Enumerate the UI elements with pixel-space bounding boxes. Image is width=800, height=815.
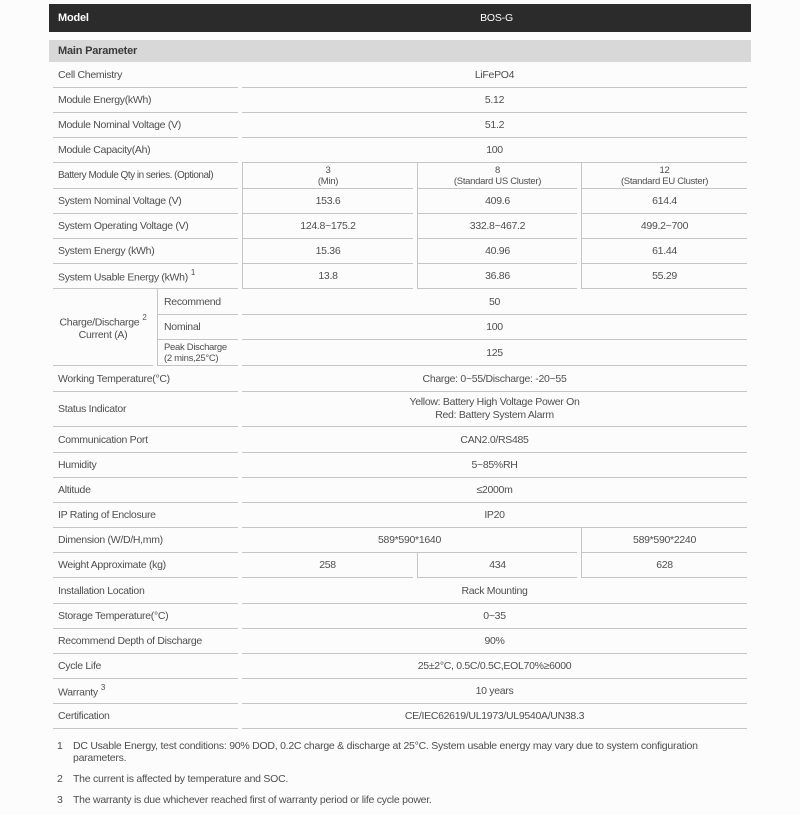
footnote-3-number: 3: [57, 794, 63, 806]
system-operating-voltage-label: System Operating Voltage (V): [53, 214, 238, 239]
footnote-2-text: The current is affected by temperature and SOC.: [73, 773, 289, 785]
system-usable-energy-min: 13.8: [242, 264, 413, 289]
row-storage-temperature: [53, 604, 747, 629]
footnote-2: [57, 773, 751, 785]
footnote-ref-1: 1: [190, 267, 196, 277]
system-usable-energy-label: [53, 264, 238, 289]
communication-port-value: CAN2.0/RS485: [242, 427, 747, 453]
module-nominal-voltage-label: Module Nominal Voltage (V): [53, 113, 238, 138]
system-energy-eu: 61.44: [581, 239, 747, 264]
row-system-energy: [53, 239, 747, 264]
charge-peak-label-line1: Peak Discharge: [164, 341, 227, 353]
charge-discharge-label-text: Charge/Discharge: [59, 316, 140, 329]
cell-chemistry-label: Cell Chemistry: [53, 62, 238, 88]
row-module-capacity: [53, 138, 747, 163]
weight-us: 434: [417, 553, 577, 578]
system-nominal-voltage-eu: 614.4: [581, 189, 747, 214]
system-operating-voltage-eu: 499.2~700: [581, 214, 747, 239]
section-title: Main Parameter: [58, 45, 138, 57]
qty-us-number: 8: [495, 164, 500, 176]
row-ip-rating: [53, 503, 747, 528]
storage-temperature-value: 0~35: [242, 604, 747, 629]
charge-peak-label-line2: (2 mins,25°C): [164, 352, 219, 364]
humidity-label: Humidity: [53, 453, 238, 478]
footnote-ref-2: 2: [142, 312, 147, 322]
spec-table: [49, 62, 751, 729]
row-installation-location: [53, 578, 747, 604]
altitude-value: ≤2000m: [242, 478, 747, 503]
module-capacity-value: 100: [242, 138, 747, 163]
row-altitude: [53, 478, 747, 503]
model-header-bar: [49, 4, 751, 32]
system-usable-energy-eu: 55.29: [581, 264, 747, 289]
footnote-1: [57, 740, 751, 764]
weight-min: 258: [242, 553, 413, 578]
warranty-label-text: Warranty: [58, 686, 98, 699]
row-warranty: [53, 679, 747, 704]
warranty-label: [53, 679, 238, 704]
row-cycle-life: [53, 654, 747, 679]
row-charge-discharge-recommend: [53, 289, 747, 315]
battery-module-qty-eu: [581, 163, 747, 189]
row-working-temperature: [53, 366, 747, 392]
model-header-label: Model: [58, 12, 89, 24]
row-humidity: [53, 453, 747, 478]
row-dimension: [53, 528, 747, 553]
ip-rating-label: IP Rating of Enclosure: [53, 503, 238, 528]
charge-nominal-label: Nominal: [157, 315, 238, 340]
dimension-value-eu: 589*590*2240: [581, 528, 747, 553]
row-module-nominal-voltage: [53, 113, 747, 138]
charge-nominal-value: 100: [242, 315, 747, 340]
dimension-label: Dimension (W/D/H,mm): [53, 528, 238, 553]
row-system-nominal-voltage: [53, 189, 747, 214]
row-charge-discharge-nominal: [53, 315, 747, 340]
row-communication-port: [53, 427, 747, 453]
system-energy-min: 15.36: [242, 239, 413, 264]
system-usable-energy-label-text: System Usable Energy (kWh): [58, 271, 188, 284]
row-cell-chemistry: [53, 62, 747, 88]
certification-value: CE/IEC62619/UL1973/UL9540A/UN38.3: [242, 704, 747, 729]
charge-recommend-value: 50: [242, 289, 747, 315]
qty-us-caption: (Standard US Cluster): [453, 175, 542, 187]
section-title-bar: [49, 40, 751, 62]
row-system-usable-energy: [53, 264, 747, 289]
battery-module-qty-us: [417, 163, 577, 189]
recommend-dod-value: 90%: [242, 629, 747, 654]
qty-min-number: 3: [325, 164, 331, 176]
status-indicator-value: [242, 392, 747, 427]
battery-module-qty-label: Battery Module Qty in series. (Optional): [53, 163, 238, 189]
system-energy-label: System Energy (kWh): [53, 239, 238, 264]
charge-peak-value: 125: [242, 340, 747, 366]
row-system-operating-voltage: [53, 214, 747, 239]
footnote-1-text: DC Usable Energy, test conditions: 90% DOD, 0.2C charge & discharge at 25°C. System usable energy may vary due to system configuration parameters.: [73, 740, 698, 764]
row-status-indicator: [53, 392, 747, 427]
module-energy-value: 5.12: [242, 88, 747, 113]
footnote-2-number: 2: [57, 773, 63, 785]
cycle-life-label: Cycle Life: [53, 654, 238, 679]
humidity-value: 5~85%RH: [242, 453, 747, 478]
module-energy-label: Module Energy(kWh): [53, 88, 238, 113]
communication-port-label: Communication Port: [53, 427, 238, 453]
working-temperature-label: Working Temperature(°C): [53, 366, 238, 392]
storage-temperature-label: Storage Temperature(°C): [53, 604, 238, 629]
qty-min-caption: (Min): [317, 175, 339, 187]
status-indicator-yellow: Yellow: Battery High Voltage Power On: [409, 395, 580, 408]
system-operating-voltage-min: 124.8~175.2: [242, 214, 413, 239]
charge-discharge-label-line2: Current (A): [78, 329, 128, 342]
row-recommend-dod: [53, 629, 747, 654]
altitude-label: Altitude: [53, 478, 238, 503]
dimension-value-merged: 589*590*1640: [242, 528, 577, 553]
row-weight: [53, 553, 747, 578]
footnote-1-number: 1: [57, 740, 63, 752]
cell-chemistry-value: LiFePO4: [242, 62, 747, 88]
weight-eu: 628: [581, 553, 747, 578]
status-indicator-red: Red: Battery System Alarm: [435, 409, 554, 421]
system-energy-us: 40.96: [417, 239, 577, 264]
ip-rating-value: IP20: [242, 503, 747, 528]
charge-discharge-label-line1: [53, 312, 153, 330]
charge-discharge-label: [53, 289, 153, 366]
row-charge-discharge-peak: [53, 340, 747, 366]
spec-sheet: [49, 4, 751, 815]
module-capacity-label: Module Capacity(Ah): [53, 138, 238, 163]
footnote-3: [57, 794, 751, 806]
installation-location-label: Installation Location: [53, 578, 238, 604]
warranty-value: 10 years: [242, 679, 747, 704]
weight-label: Weight Approximate (kg): [53, 553, 238, 578]
certification-label: Certification: [53, 704, 238, 729]
qty-eu-caption: (Standard EU Cluster): [620, 175, 709, 187]
working-temperature-value: Charge: 0~55/Discharge: -20~55: [242, 366, 747, 392]
row-module-energy: [53, 88, 747, 113]
installation-location-value: Rack Mounting: [242, 578, 747, 604]
row-battery-module-qty: [53, 163, 747, 189]
footnote-ref-3: 3: [100, 682, 105, 692]
battery-module-qty-min: [242, 163, 413, 189]
qty-eu-number: 12: [659, 164, 670, 176]
charge-peak-label: [157, 340, 238, 366]
recommend-dod-label: Recommend Depth of Discharge: [53, 629, 238, 654]
system-nominal-voltage-min: 153.6: [242, 189, 413, 214]
system-operating-voltage-us: 332.8~467.2: [417, 214, 577, 239]
system-nominal-voltage-label: System Nominal Voltage (V): [53, 189, 238, 214]
footnote-3-text: The warranty is due whichever reached first of warranty period or life cycle power.: [73, 794, 432, 806]
charge-recommend-label: Recommend: [157, 289, 238, 315]
row-certification: [53, 704, 747, 729]
footnotes: [49, 740, 751, 806]
cycle-life-value: 25±2°C, 0.5C/0.5C,EOL70%≥6000: [242, 654, 747, 679]
module-nominal-voltage-value: 51.2: [242, 113, 747, 138]
status-indicator-label: Status Indicator: [53, 392, 238, 427]
system-usable-energy-us: 36.86: [417, 264, 577, 289]
system-nominal-voltage-us: 409.6: [417, 189, 577, 214]
model-header-value: BOS-G: [480, 12, 513, 24]
